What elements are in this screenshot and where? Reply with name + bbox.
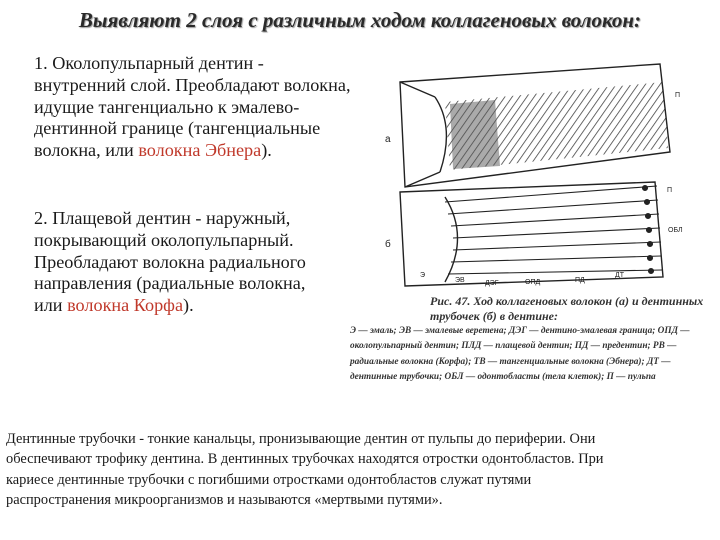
slide-title: Выявляют 2 слоя с различным ходом коллагеновых волокон: [78, 8, 642, 32]
figure-b-tubules [445, 186, 662, 275]
point-1-text: 1. Околопульпарный дентин - внутренний слой. Преобладают волокна, идущие тангенциально к эмалево-дентинной границе (тангенциальные волокна, или [34, 53, 351, 161]
label-b: б [385, 239, 391, 250]
label-ev: ЭВ [455, 277, 465, 284]
caption-body: Э — эмаль; ЭВ — эмалевые веретена; ДЭГ — дентино-эмалевая граница; ОПД — околопульпарный дентин; ПЛД — плащевой дентин; ПД — предентин; РВ — радиальные волокна (Корфа); ТВ — тангенциальные волокна (Эбнера); ДТ — дентинные трубочки; ОБЛ — одонтобласты (тела клеток); П — пульпа [350, 326, 690, 383]
figure-caption [350, 294, 720, 386]
korff-fibers-term: волокна Корфа [67, 295, 184, 316]
label-dt: ДТ [615, 272, 625, 279]
label-p-bottom: П [667, 187, 673, 194]
label-e: Э [420, 272, 426, 279]
label-p-top: П [675, 92, 681, 99]
tubules-description: Дентинные трубочки - тонкие канальцы, пронизывающие дентин от пульпы до периферии. Они обеспечивают трофику дентина. В дентинных трубочках находятся отростки одонтобластов. При кариесе дентинные трубочки с погибшими отростками одонтобластов служат путями распространения микроорганизмов и называются «мертвыми путями». [6, 431, 604, 508]
point-1 [34, 53, 354, 162]
point-2 [34, 208, 334, 317]
label-opd: ОПД [525, 279, 541, 286]
label-dag: ДЭГ [485, 280, 499, 287]
label-a: а [385, 134, 391, 145]
label-obl: ОБЛ [668, 227, 683, 234]
point-2-text: 2. Плащевой дентин - наружный, покрывающий околопульпарный. Преобладают волокна радиального направления (радиальные волокна, или [34, 208, 306, 316]
caption-head: Рис. 47. Ход коллагеновых волокон (а) и дентинных трубочек (б) в дентине: [430, 294, 704, 323]
label-pd: ПД [575, 277, 585, 284]
ebner-fibers-term: волокна Эбнера [138, 140, 262, 161]
point-2-tail: ). [183, 295, 194, 316]
point-1-tail: ). [261, 140, 272, 161]
